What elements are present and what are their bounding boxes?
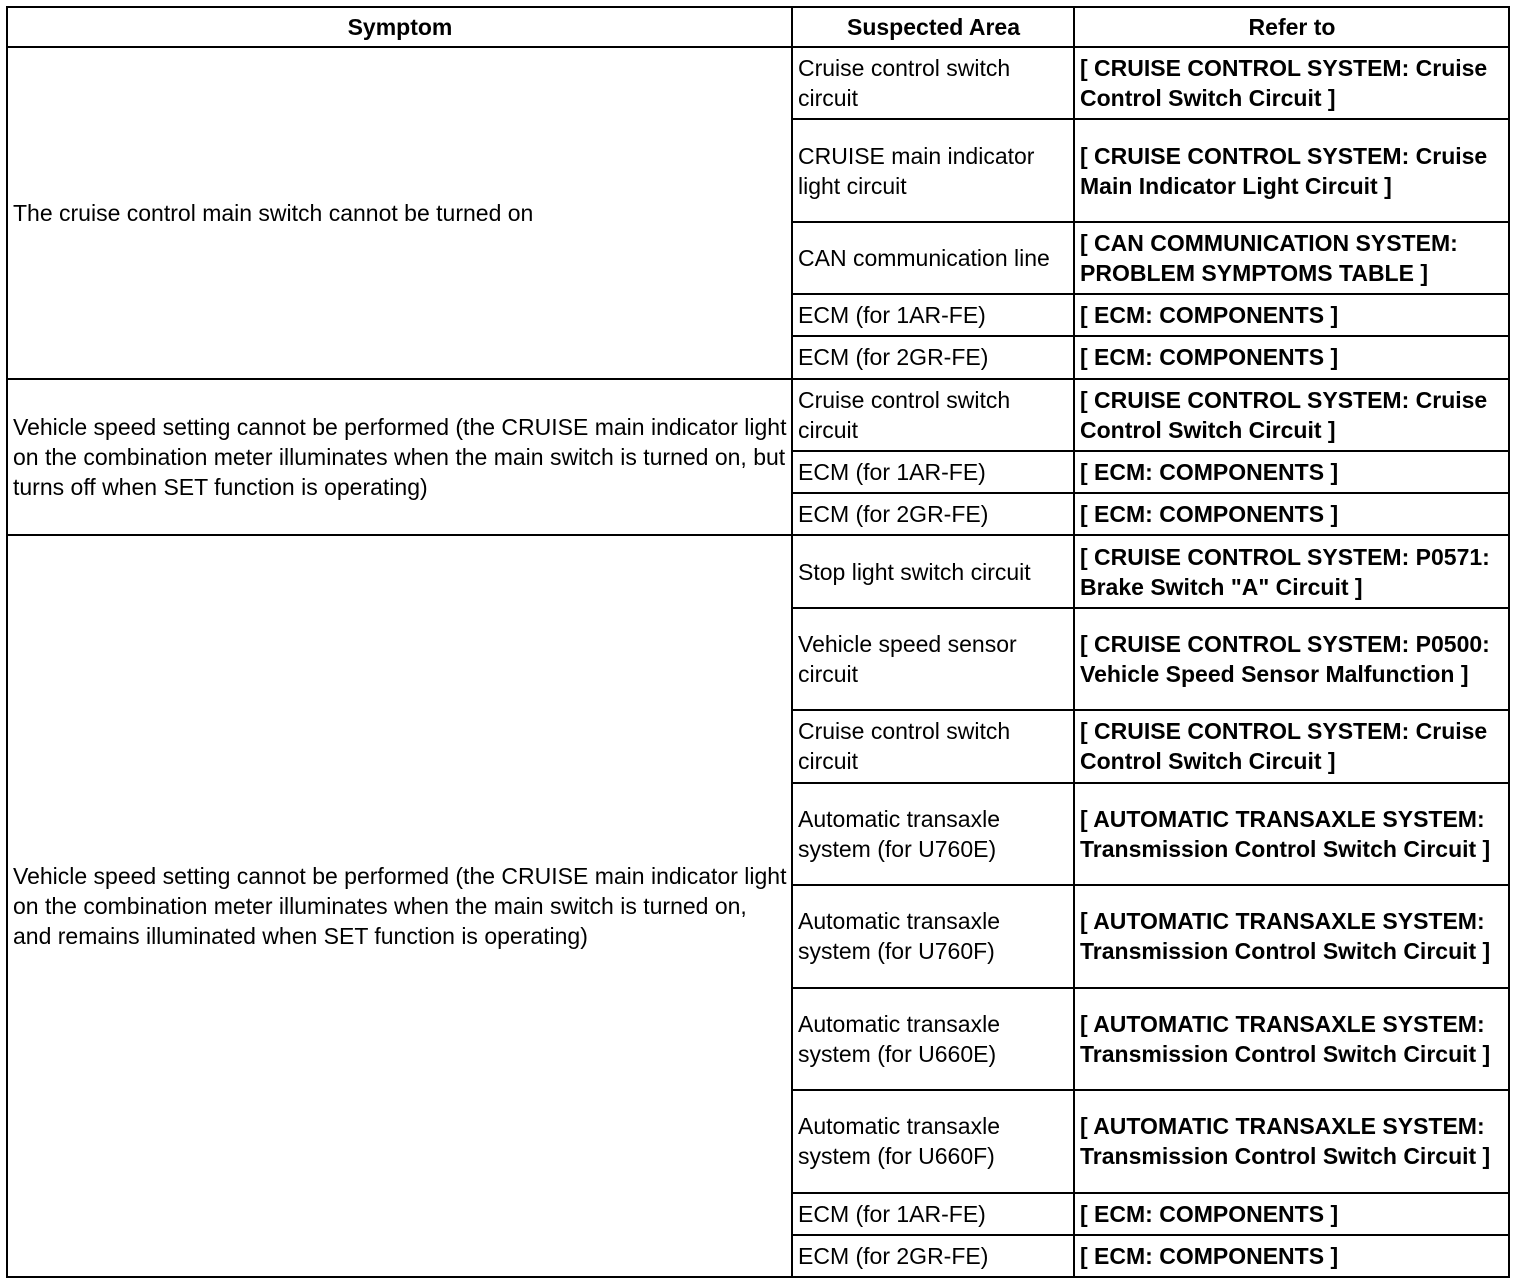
suspected-area-cell: ECM (for 1AR-FE) bbox=[792, 1193, 1074, 1235]
header-symptom: Symptom bbox=[7, 7, 792, 47]
suspected-area-cell: Automatic transaxle system (for U660F) bbox=[792, 1090, 1074, 1193]
refer-to-link[interactable]: [ AUTOMATIC TRANSAXLE SYSTEM: Transmission Control Switch Circuit ] bbox=[1074, 783, 1509, 886]
symptom-cell: Vehicle speed setting cannot be performed (the CRUISE main indicator light on the combination meter illuminates when the main switch is turned on, but turns off when SET function is operating) bbox=[7, 379, 792, 536]
refer-to-link[interactable]: [ CRUISE CONTROL SYSTEM: Cruise Control Switch Circuit ] bbox=[1074, 379, 1509, 451]
table-row bbox=[7, 379, 1509, 451]
refer-to-link[interactable]: [ CRUISE CONTROL SYSTEM: P0571: Brake Switch "A" Circuit ] bbox=[1074, 535, 1509, 607]
symptom-cell: Vehicle speed setting cannot be performed (the CRUISE main indicator light on the combination meter illuminates when the main switch is turned on, and remains illuminated when SET function is operating) bbox=[7, 535, 792, 1277]
suspected-area-cell: ECM (for 1AR-FE) bbox=[792, 451, 1074, 493]
header-refer-to: Refer to bbox=[1074, 7, 1509, 47]
suspected-area-cell: CAN communication line bbox=[792, 222, 1074, 294]
refer-to-link[interactable]: [ AUTOMATIC TRANSAXLE SYSTEM: Transmission Control Switch Circuit ] bbox=[1074, 885, 1509, 988]
refer-to-link[interactable]: [ ECM: COMPONENTS ] bbox=[1074, 294, 1509, 336]
suspected-area-cell: ECM (for 2GR-FE) bbox=[792, 1235, 1074, 1277]
suspected-area-cell: ECM (for 2GR-FE) bbox=[792, 493, 1074, 535]
refer-to-link[interactable]: [ AUTOMATIC TRANSAXLE SYSTEM: Transmission Control Switch Circuit ] bbox=[1074, 988, 1509, 1091]
refer-to-link[interactable]: [ CRUISE CONTROL SYSTEM: Cruise Control Switch Circuit ] bbox=[1074, 710, 1509, 782]
refer-to-link[interactable]: [ AUTOMATIC TRANSAXLE SYSTEM: Transmission Control Switch Circuit ] bbox=[1074, 1090, 1509, 1193]
header-suspected-area: Suspected Area bbox=[792, 7, 1074, 47]
problem-symptoms-table bbox=[6, 6, 1510, 1278]
suspected-area-cell: Vehicle speed sensor circuit bbox=[792, 608, 1074, 711]
table-row bbox=[7, 47, 1509, 119]
suspected-area-cell: Cruise control switch circuit bbox=[792, 710, 1074, 782]
refer-to-link[interactable]: [ ECM: COMPONENTS ] bbox=[1074, 493, 1509, 535]
suspected-area-cell: CRUISE main indicator light circuit bbox=[792, 119, 1074, 222]
refer-to-link[interactable]: [ CRUISE CONTROL SYSTEM: P0500: Vehicle Speed Sensor Malfunction ] bbox=[1074, 608, 1509, 711]
suspected-area-cell: ECM (for 1AR-FE) bbox=[792, 294, 1074, 336]
suspected-area-cell: Cruise control switch circuit bbox=[792, 379, 1074, 451]
refer-to-link[interactable]: [ ECM: COMPONENTS ] bbox=[1074, 336, 1509, 378]
suspected-area-cell: ECM (for 2GR-FE) bbox=[792, 336, 1074, 378]
suspected-area-cell: Cruise control switch circuit bbox=[792, 47, 1074, 119]
refer-to-link[interactable]: [ ECM: COMPONENTS ] bbox=[1074, 451, 1509, 493]
table-row bbox=[7, 535, 1509, 607]
suspected-area-cell: Automatic transaxle system (for U760F) bbox=[792, 885, 1074, 988]
refer-to-link[interactable]: [ ECM: COMPONENTS ] bbox=[1074, 1235, 1509, 1277]
refer-to-link[interactable]: [ ECM: COMPONENTS ] bbox=[1074, 1193, 1509, 1235]
refer-to-link[interactable]: [ CRUISE CONTROL SYSTEM: Cruise Control Switch Circuit ] bbox=[1074, 47, 1509, 119]
refer-to-link[interactable]: [ CAN COMMUNICATION SYSTEM: PROBLEM SYMPTOMS TABLE ] bbox=[1074, 222, 1509, 294]
header-row bbox=[7, 7, 1509, 47]
symptom-cell: The cruise control main switch cannot be turned on bbox=[7, 47, 792, 379]
suspected-area-cell: Automatic transaxle system (for U760E) bbox=[792, 783, 1074, 886]
refer-to-link[interactable]: [ CRUISE CONTROL SYSTEM: Cruise Main Indicator Light Circuit ] bbox=[1074, 119, 1509, 222]
suspected-area-cell: Automatic transaxle system (for U660E) bbox=[792, 988, 1074, 1091]
suspected-area-cell: Stop light switch circuit bbox=[792, 535, 1074, 607]
